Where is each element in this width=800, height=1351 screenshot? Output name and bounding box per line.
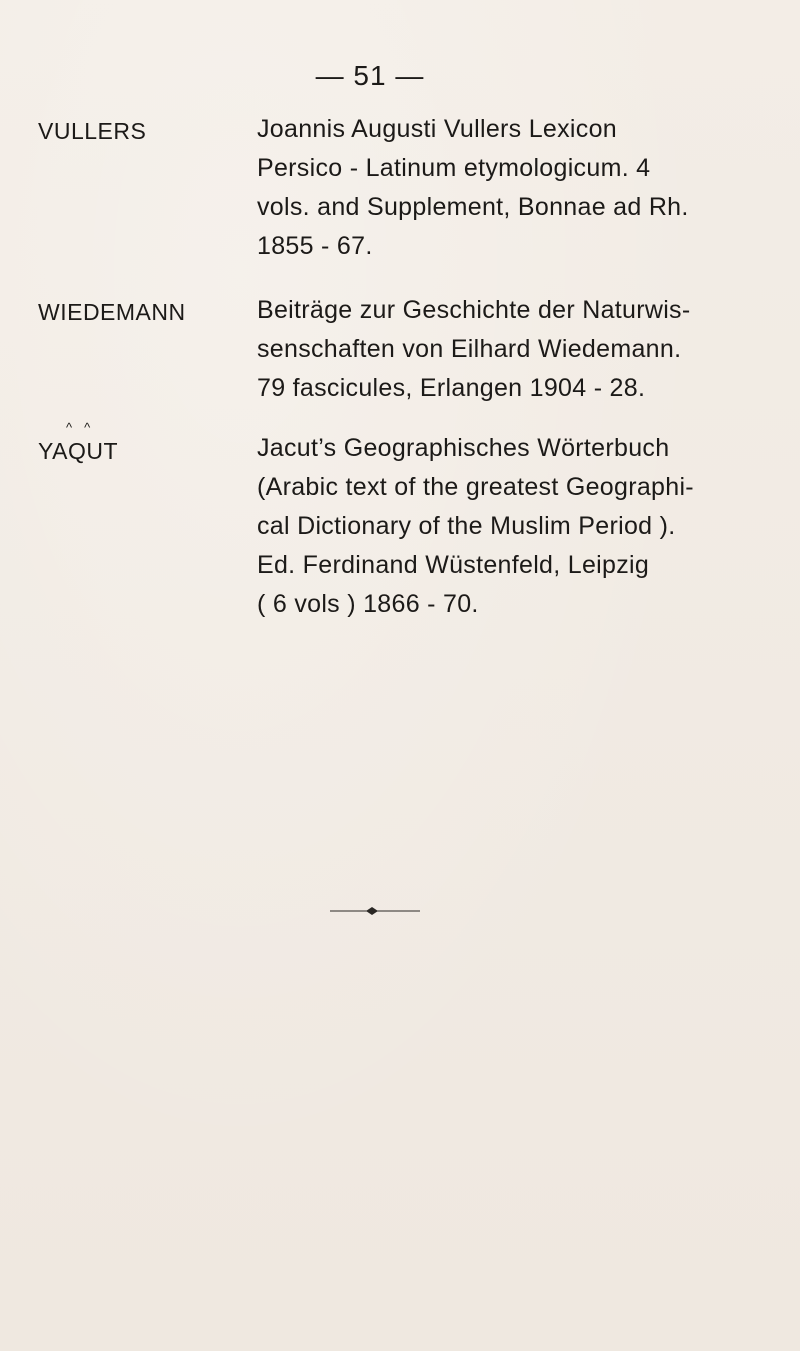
page-number: — 51 — [315, 60, 425, 91]
yaqut-diacritic-carets: ^^ [66, 420, 103, 435]
description-line: (Arabic text of the greatest Geographi- [257, 473, 694, 501]
description-line: Beiträge zur Geschichte der Naturwis- [257, 296, 691, 324]
description-line: Persico - Latinum etymologicum. 4 [257, 154, 651, 182]
description-line: vols. and Supplement, Bonnae ad Rh. [257, 193, 689, 221]
description-line: Ed. Ferdinand Wüstenfeld, Leipzig [257, 551, 650, 579]
description-line: Joannis Augusti Vullers Lexicon [257, 115, 617, 143]
description-line: Jacut’s Geographisches Wörterbuch [257, 434, 670, 462]
description-line: 79 fascicules, Erlangen 1904 - 28. [257, 374, 646, 402]
diamond-rule-ornament-icon [330, 905, 420, 917]
description-line: 1855 - 67. [257, 232, 373, 260]
description-line: ( 6 vols ) 1866 - 70. [257, 590, 479, 618]
entry-description-wiedemann [257, 291, 767, 408]
description-line: senschaften von Eilhard Wiedemann. [257, 335, 682, 363]
entry-term-yaqut: YAQUT [38, 438, 119, 464]
entry-term-wiedemann: WIEDEMANN [38, 299, 186, 325]
description-line: cal Dictionary of the Muslim Period ). [257, 512, 676, 540]
entry-term-vullers: VULLERS [38, 118, 147, 144]
entry-description-vullers [257, 110, 767, 266]
entry-description-yaqut [257, 429, 767, 624]
